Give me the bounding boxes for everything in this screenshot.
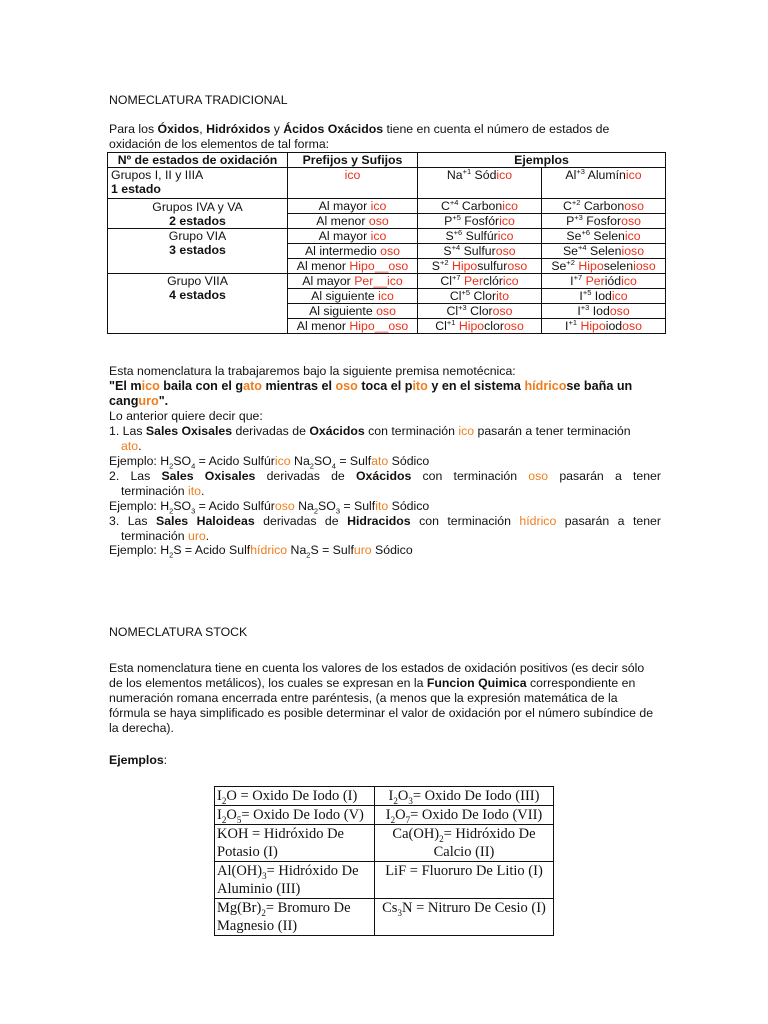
table-row xyxy=(108,274,666,289)
example-cell: $I_2O$ = Oxido De Iodo (I) xyxy=(215,787,375,806)
prefix-cell: Al intermedio oso xyxy=(288,244,418,259)
rule-item-2: 2. Las Sales Oxisales derivadas de Oxácidos con terminación oso pasarán a tener xyxy=(109,469,661,483)
group-cell: Grupo VIIA 4 estados xyxy=(108,274,288,334)
example-cell: $I_2O_7=$ Oxido De Iodo (VII) xyxy=(375,806,554,825)
group-cell: Grupos IVA y VA 2 estados xyxy=(108,199,288,229)
prefix-cell: Al mayor Per__ico xyxy=(288,274,418,289)
table-row xyxy=(108,199,666,214)
prefix-cell: Al mayor ico xyxy=(288,229,418,244)
example-cell: $S^{+2}$ Hiposulfuroso xyxy=(418,259,542,274)
example-cell: $I_2O_3=$ Oxido De Iodo (III) xyxy=(375,787,554,806)
table-row xyxy=(215,862,554,899)
example-cell: $S^{+4}$ Sulfuroso xyxy=(418,244,542,259)
group-cell: Grupos I, II y IIIA 1 estado xyxy=(108,168,288,199)
premise-quote: "El mico baila con el gato mientras el oso toca el pito y en el sistema hídricose baña un canguro". xyxy=(109,379,633,408)
stock-examples-table xyxy=(214,786,554,936)
oxidation-table xyxy=(107,152,666,334)
rule-item-2-cont: terminación ito. xyxy=(121,484,205,498)
example-cell: $Ca(OH)_2=$ Hidróxido De Calcio (II) xyxy=(375,825,554,862)
example-cell: $P^{+5}$ Fosfórico xyxy=(418,214,542,229)
section-title-stock: NOMECLATURA STOCK xyxy=(109,625,248,639)
example-cell: $I^{+5}$ Iodico xyxy=(542,289,666,304)
rule-item-3: 3. Las Sales Haloideas derivadas de Hidracidos con terminación hídrico pasarán a tener xyxy=(109,514,661,528)
example-cell: $Se^{+2}$ Hiposelenioso xyxy=(542,259,666,274)
example-cell: $I_2O_5=$ Oxido De Iodo (V) xyxy=(215,806,375,825)
example-cell: $Cl^{+3}$ Cloroso xyxy=(418,304,542,319)
example-cell: $Se^{+6}$ Selenico xyxy=(542,229,666,244)
example-1: Ejemplo: $H_2SO_4$ = Acido Sulfúrico $Na_2SO_4$ = Sulfato Sódico xyxy=(109,454,430,471)
example-cell: $Al(OH)_3=$ Hidróxido De Aluminio (III) xyxy=(215,862,375,899)
rule-item-1: 1. Las Sales Oxisales derivadas de Oxácidos con terminación ico pasarán a tener terminación ato. xyxy=(109,424,631,453)
prefix-cell: Al mayor ico xyxy=(288,199,418,214)
example-cell: $I^{+3}$ Iodoso xyxy=(542,304,666,319)
section-title-tradicional: NOMECLATURA TRADICIONAL xyxy=(109,93,288,107)
header-estados: Nº de estados de oxidación xyxy=(108,153,288,168)
table-row xyxy=(215,825,554,862)
table-row xyxy=(108,168,666,199)
example-cell: $S^{+6}$ Sulfúrico xyxy=(418,229,542,244)
example-cell: KOH = Hidróxido De Potasio (I) xyxy=(215,825,375,862)
example-cell: $Al^{+3}$ Alumínico xyxy=(542,168,666,199)
table-header-row xyxy=(108,153,666,168)
premise-intro: Esta nomenclatura la trabajaremos bajo la siguiente premisa nemotécnica: xyxy=(109,364,516,378)
prefix-cell: Al siguiente ico xyxy=(288,289,418,304)
table-row xyxy=(215,787,554,806)
stock-paragraph: Esta nomenclatura tiene en cuenta los valores de los estados de oxidación positivos (es decir sólo de los elementos metálicos), los cuales se expresan en la Funcion Quimica correspondiente en numeración romana encerrada entre paréntesis, (a menos que la expresión matemática de la fórmula se haya simplificado es posible determinar el valor de oxidación por el número subíndice de la derecha). xyxy=(109,661,654,735)
example-cell: $I^{+1}$ Hipoiodoso xyxy=(542,319,666,334)
prefix-cell: Al menor oso xyxy=(288,214,418,229)
example-2: Ejemplo: $H_2SO_3$ = Acido Sulfúroso $Na_2SO_3$ = Sulfito Sódico xyxy=(109,499,430,516)
example-cell: $C^{+4}$ Carbonico xyxy=(418,199,542,214)
group-cell: Grupo VIA 3 estados xyxy=(108,229,288,274)
example-cell: $Cl^{+7}$ Perclórico xyxy=(418,274,542,289)
example-cell: $Na^{+1}$ Sódico xyxy=(418,168,542,199)
example-cell: $Cl^{+5}$ Clorito xyxy=(418,289,542,304)
table-row xyxy=(108,229,666,244)
header-prefijos: Prefijos y Sufijos xyxy=(288,153,418,168)
table-row xyxy=(215,806,554,825)
example-cell: $P^{+3}$ Fosforoso xyxy=(542,214,666,229)
prefix-cell: Al menor Hipo__oso xyxy=(288,259,418,274)
prefix-cell: Al siguiente oso xyxy=(288,304,418,319)
example-cell: LiF = Fluoruro De Litio (I) xyxy=(375,862,554,899)
example-cell: $I^{+7}$ Periódico xyxy=(542,274,666,289)
intro-paragraph: Para los Óxidos, Hidróxidos y Ácidos Oxácidos tiene en cuenta el número de estados de oxidación de los elementos de tal forma: xyxy=(109,122,610,151)
ejemplos-label: Ejemplos: xyxy=(109,753,168,767)
prefix-cell: Al menor Hipo__oso xyxy=(288,319,418,334)
rule-item-3-cont: terminación uro. xyxy=(121,529,210,543)
example-cell: $Cl^{+1}$ Hipocloroso xyxy=(418,319,542,334)
lo-anterior: Lo anterior quiere decir que: xyxy=(109,409,263,423)
header-ejemplos: Ejemplos xyxy=(418,153,666,168)
example-cell: $Cs_3N$ = Nitruro De Cesio (I) xyxy=(375,899,554,936)
example-cell: $Se^{+4}$ Selenioso xyxy=(542,244,666,259)
example-cell: $C^{+2}$ Carbonoso xyxy=(542,199,666,214)
table-row xyxy=(215,899,554,936)
example-3: Ejemplo: $H_2S$ = Acido Sulfhídrico $Na_2S$ = Sulfuro Sódico xyxy=(109,543,413,560)
prefix-cell: ico xyxy=(288,168,418,199)
example-cell: $Mg(Br)_2=$ Bromuro De Magnesio (II) xyxy=(215,899,375,936)
